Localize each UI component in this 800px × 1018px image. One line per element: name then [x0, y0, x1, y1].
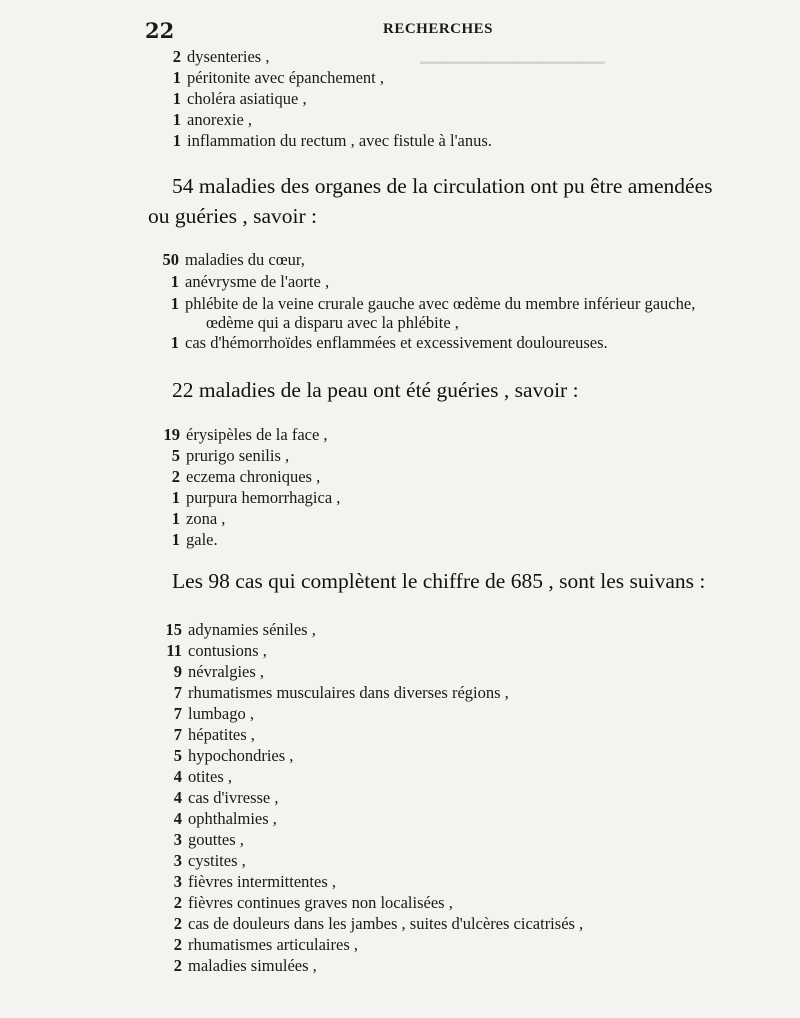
list-item: 1 zona ,	[171, 509, 226, 528]
list-item: 1 choléra asiatique ,	[172, 89, 307, 108]
list-item: 7 rhumatismes musculaires dans diverses régions ,	[173, 683, 509, 702]
list-item: 9 névralgies ,	[173, 662, 265, 681]
list-item: 15 adynamies séniles ,	[165, 620, 316, 639]
section-heading-remaining: Les 98 cas qui complètent le chiffre de 685 , sont les suivans :	[172, 569, 706, 593]
list-item: 1 inflammation du rectum , avec fistule à l'anus.	[172, 131, 492, 150]
list-item: 5 hypochondries ,	[173, 746, 294, 765]
running-head: RECHERCHES	[383, 21, 494, 37]
list-item: 4 cas d'ivresse ,	[173, 788, 279, 807]
list-item: 50 maladies du cœur,	[162, 250, 305, 269]
list-item: 11 contusions ,	[166, 641, 267, 660]
section-heading-circulation: 54 maladies des organes de la circulation ont pu être amendées	[172, 174, 713, 198]
list-item: 3 cystites ,	[173, 851, 246, 870]
bleed-through-decoration: ▁▁▁▁▁▁▁▁▁▁▁▁▁▁▁	[420, 47, 605, 64]
list-item: 1 anorexie ,	[172, 110, 253, 129]
page-number: 22	[145, 18, 175, 43]
list-item: 3 gouttes ,	[173, 830, 244, 849]
list-item: 1 phlébite de la veine crurale gauche avec œdème du membre inférieur gauche,	[170, 294, 696, 313]
list-item: 5 prurigo senilis ,	[171, 446, 290, 465]
list-item: 1 purpura hemorrhagica ,	[171, 488, 341, 507]
section-heading-circulation-cont: ou guéries , savoir :	[148, 204, 317, 228]
list-item: 2 eczema chroniques ,	[171, 467, 321, 486]
list-item: 2 cas de douleurs dans les jambes , suites d'ulcères cicatrisés ,	[173, 914, 584, 933]
list-item: 7 lumbago ,	[173, 704, 254, 723]
list-item-continuation: œdème qui a disparu avec la phlébite ,	[206, 313, 459, 332]
list-item: 2 maladies simulées ,	[173, 956, 317, 975]
list-item: 1 anévrysme de l'aorte ,	[170, 272, 330, 291]
page-header	[145, 18, 595, 44]
list-item: 7 hépatites ,	[173, 725, 255, 744]
list-item: 4 ophthalmies ,	[173, 809, 277, 828]
list-item: 19 érysipèles de la face ,	[163, 425, 328, 444]
list-item: 1 gale.	[171, 530, 218, 549]
list-item: 1 péritonite avec épanchement ,	[172, 68, 384, 87]
list-item: 2 rhumatismes articulaires ,	[173, 935, 358, 954]
section-heading-skin: 22 maladies de la peau ont été guéries , savoir :	[172, 378, 579, 402]
list-item: 3 fièvres intermittentes ,	[173, 872, 336, 891]
list-item: 1 cas d'hémorrhoïdes enflammées et excessivement douloureuses.	[170, 333, 608, 352]
list-item: 2 dysenteries ,	[172, 47, 270, 66]
list-item: 4 otites ,	[173, 767, 232, 786]
list-item: 2 fièvres continues graves non localisées ,	[173, 893, 453, 912]
